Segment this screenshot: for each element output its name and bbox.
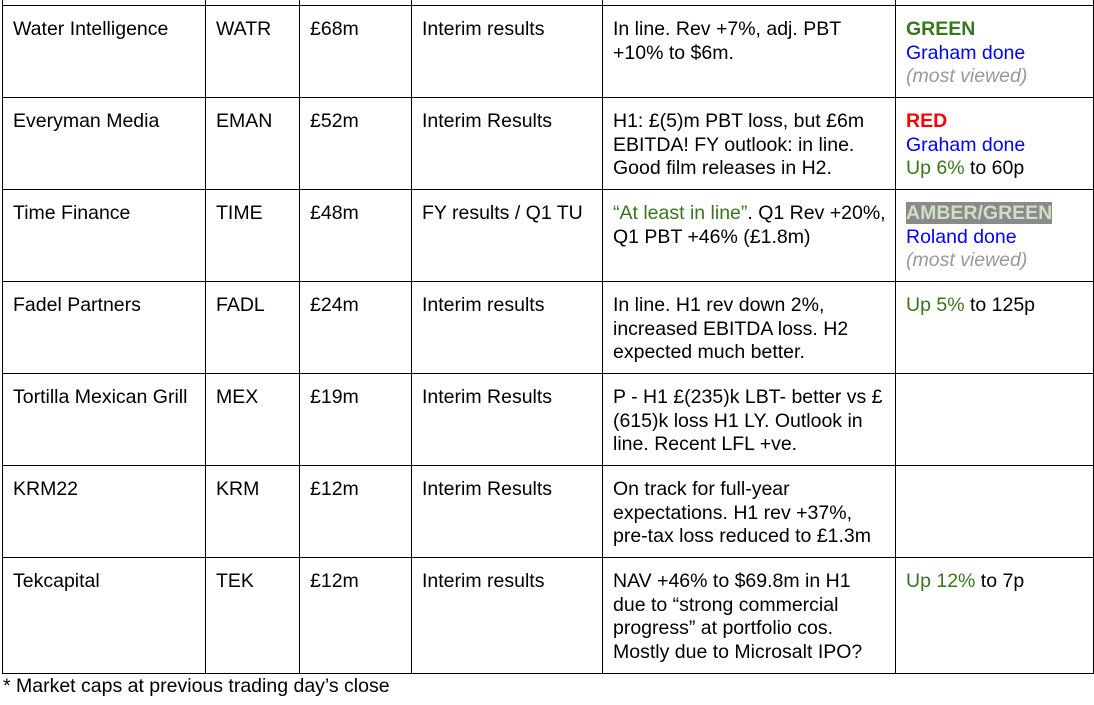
table-row bbox=[3, 6, 1094, 98]
market-cap: £24m bbox=[300, 282, 412, 374]
analyst-done: Graham done bbox=[906, 133, 1026, 156]
table-row bbox=[3, 282, 1094, 374]
market-cap: £48m bbox=[300, 190, 412, 282]
rating-badge: GREEN bbox=[906, 18, 976, 40]
most-viewed-note: (most viewed) bbox=[906, 65, 1028, 87]
summary-rest: . Q1 Rev +20%, Q1 PBT +46% (£1.8m) bbox=[613, 202, 886, 248]
analyst-done: Graham done bbox=[906, 41, 1026, 64]
price-move-pct: Up 5% bbox=[906, 294, 965, 316]
rating-badge: RED bbox=[906, 110, 948, 132]
company-name: Time Finance bbox=[3, 190, 206, 282]
event-type: Interim Results bbox=[412, 98, 603, 190]
company-name: Tortilla Mexican Grill bbox=[3, 374, 206, 466]
results-table bbox=[2, 0, 1094, 674]
company-name: Everyman Media bbox=[3, 98, 206, 190]
rating-cell bbox=[896, 190, 1094, 282]
event-type: Interim Results bbox=[412, 466, 603, 558]
price-move bbox=[906, 157, 1084, 181]
summary: NAV +46% to $69.8m in H1 due to “strong commercial progress” at portfolio cos. Mostly due to Microsalt IPO? bbox=[603, 558, 896, 674]
company-name: Fadel Partners bbox=[3, 282, 206, 374]
table-row bbox=[3, 558, 1094, 674]
summary: P - H1 £(235)k LBT- better vs £(615)k loss H1 LY. Outlook in line. Recent LFL +ve. bbox=[603, 374, 896, 466]
summary-quote: “At least in line” bbox=[613, 202, 748, 224]
price-move-pct: Up 12% bbox=[906, 570, 976, 592]
event-type: Interim results bbox=[412, 282, 603, 374]
company-name: KRM22 bbox=[3, 466, 206, 558]
price-move-target: to 60p bbox=[964, 157, 1025, 179]
table-row bbox=[3, 466, 1094, 558]
rating-cell bbox=[896, 98, 1094, 190]
company-name: Tekcapital bbox=[3, 558, 206, 674]
price-move bbox=[906, 294, 1084, 318]
ticker: FADL bbox=[206, 282, 300, 374]
table-row bbox=[3, 98, 1094, 190]
company-name: Water Intelligence bbox=[3, 6, 206, 98]
market-cap: £19m bbox=[300, 374, 412, 466]
footnote: * Market caps at previous trading day’s close bbox=[3, 675, 390, 697]
rating-cell bbox=[896, 6, 1094, 98]
rating-cell bbox=[896, 558, 1094, 674]
rating-badge: AMBER/GREEN bbox=[906, 202, 1053, 224]
event-type: Interim Results bbox=[412, 374, 603, 466]
market-cap: £12m bbox=[300, 466, 412, 558]
table-row bbox=[3, 190, 1094, 282]
market-cap: £68m bbox=[300, 6, 412, 98]
event-type: FY results / Q1 TU bbox=[412, 190, 603, 282]
rating-cell bbox=[896, 466, 1094, 558]
market-cap: £52m bbox=[300, 98, 412, 190]
summary: In line. H1 rev down 2%, increased EBITDA loss. H2 expected much better. bbox=[603, 282, 896, 374]
ticker: TEK bbox=[206, 558, 300, 674]
ticker: KRM bbox=[206, 466, 300, 558]
ticker: TIME bbox=[206, 190, 300, 282]
summary: H1: £(5)m PBT loss, but £6m EBITDA! FY outlook: in line. Good film releases in H2. bbox=[603, 98, 896, 190]
rating-cell bbox=[896, 374, 1094, 466]
ticker: EMAN bbox=[206, 98, 300, 190]
price-move-target: to 125p bbox=[964, 294, 1036, 316]
ticker: WATR bbox=[206, 6, 300, 98]
table-row bbox=[3, 374, 1094, 466]
price-move-pct: Up 6% bbox=[906, 157, 965, 179]
market-cap: £12m bbox=[300, 558, 412, 674]
summary: In line. Rev +7%, adj. PBT +10% to $6m. bbox=[603, 6, 896, 98]
most-viewed-note: (most viewed) bbox=[906, 249, 1028, 271]
summary: On track for full-year expectations. H1 rev +37%, pre-tax loss reduced to £1.3m bbox=[603, 466, 896, 558]
price-move bbox=[906, 570, 1084, 594]
event-type: Interim results bbox=[412, 6, 603, 98]
event-type: Interim results bbox=[412, 558, 603, 674]
summary bbox=[603, 190, 896, 282]
ticker: MEX bbox=[206, 374, 300, 466]
analyst-done: Roland done bbox=[906, 225, 1017, 248]
price-move-target: to 7p bbox=[975, 570, 1025, 592]
rating-cell bbox=[896, 282, 1094, 374]
